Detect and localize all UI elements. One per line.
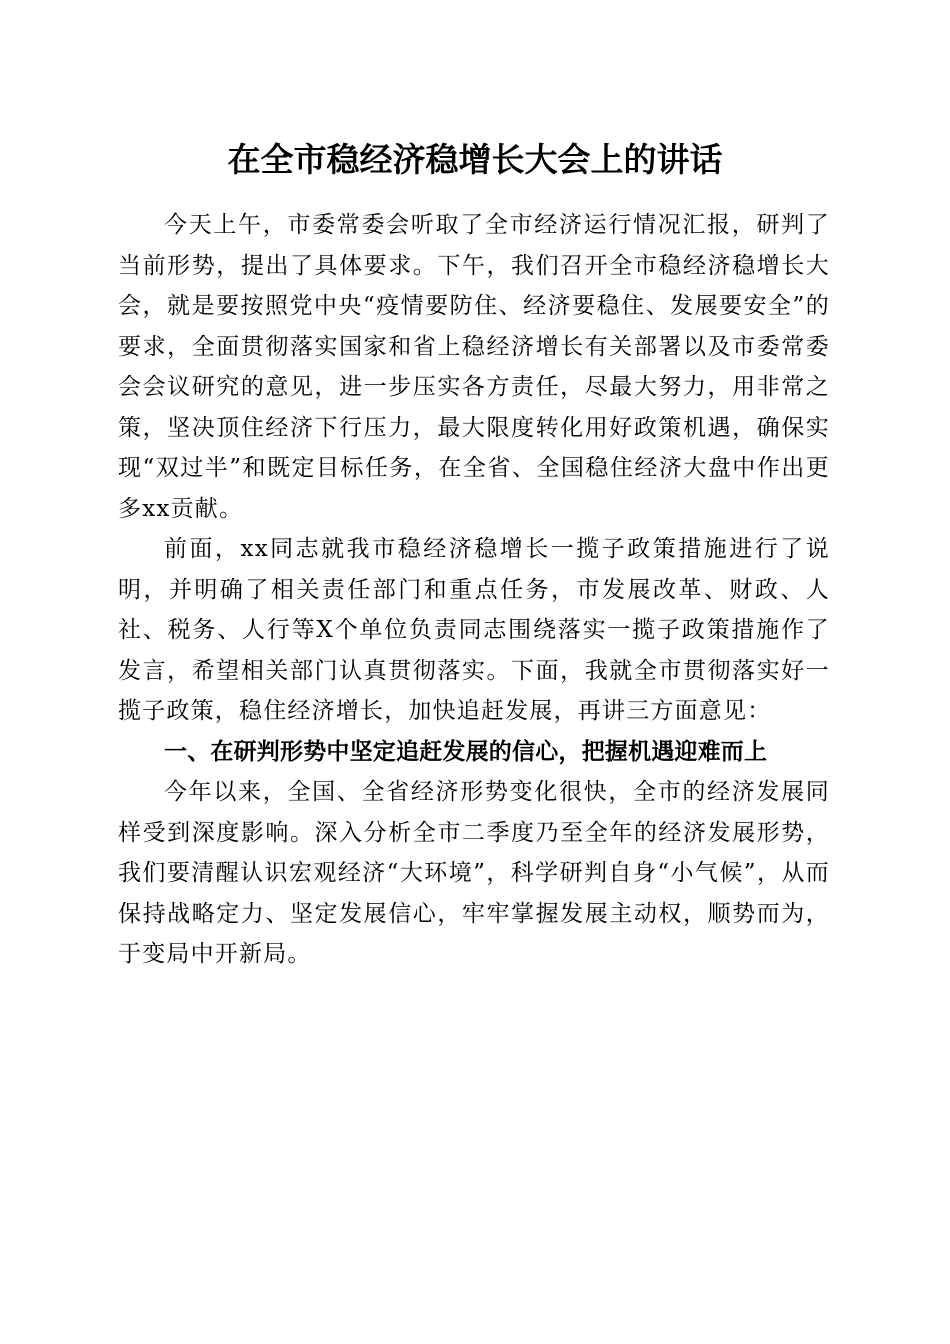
section-1-heading: 一、在研判形势中坚定追赶发展的信心，把握机遇迎难而上 bbox=[164, 738, 768, 765]
document-body bbox=[118, 205, 830, 975]
paragraph-1: 今天上午，市委常委会听取了全市经济运行情况汇报，研判了当前形势，提出了具体要求。下午，我们召开全市稳经济稳增长大会，就是要按照党中央“疫情要防住、经济要稳住、发展要安全”的要求，全面贯彻落实国家和省上稳经济增长有关部署以及市委常委会会议研究的意见，进一步压实各方责任，尽最大努力，用非常之策，坚决顶住经济下行压力，最大限度转化用好政策机遇，确保实现“双过半”和既定目标任务，在全省、全国稳住经济大盘中作出更多xx贡献。 bbox=[118, 212, 830, 522]
document-title: 在全市稳经济稳增长大会上的讲话 bbox=[227, 140, 723, 179]
paragraph-3: 今年以来，全国、全省经济形势变化很快，全市的经济发展同样受到深度影响。深入分析全市二季度乃至全年的经济发展形势，我们要清醒认识宏观经济“大环境”，科学研判自身“小气候”，从而保持战略定力、坚定发展信心，牢牢掌握发展主动权，顺势而为，于变局中开新局。 bbox=[118, 779, 830, 967]
paragraph-2: 前面，xx同志就我市稳经济稳增长一揽子政策措施进行了说明，并明确了相关责任部门和重点任务，市发展改革、财政、人社、税务、人行等X个单位负责同志围绕落实一揽子政策措施作了发言，希望相关部门认真贯彻落实。下面，我就全市贯彻落实好一揽子政策，稳住经济增长，加快追赶发展，再讲三方面意见： bbox=[118, 536, 830, 724]
